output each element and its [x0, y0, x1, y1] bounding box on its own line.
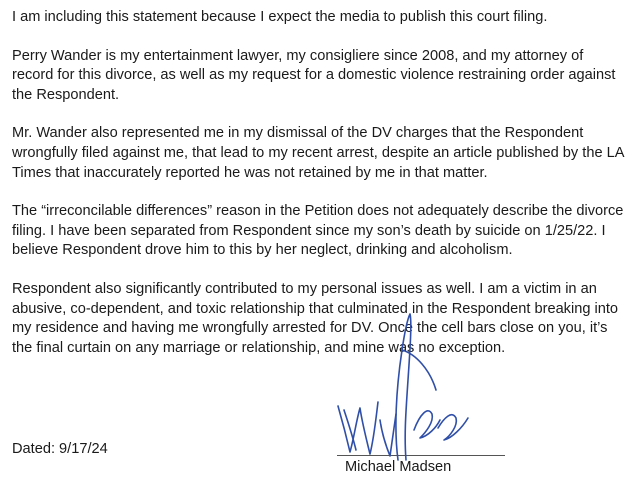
statement-body — [12, 8, 628, 377]
paragraph-lawyer: Perry Wander is my entertainment lawyer, my consigliere since 2008, and my attorney of record for this divorce, as well as my request for a domestic violence restraining order against the Respondent. — [12, 47, 616, 103]
paragraph-relationship: Respondent also significantly contributed to my personal issues as well. I am a victim in an abusive, co-dependent, and toxic relationship that culminated in the Respondent breaking into my residence and having me wrongfully arrested for DV. Once the cell bars close on you, it’s the final curtain on any marriage or relationship, and mine was no exception. — [12, 280, 619, 356]
paragraph-intro: I am including this statement because I expect the media to publish this court filing. — [12, 9, 548, 25]
paragraph-dv-charges: Mr. Wander also represented me in my dismissal of the DV charges that the Respondent wrongfully filed against me, that lead to my recent arrest, despite an article published by the LA Times that inaccurately reported he was not retained by me in that matter. — [12, 125, 624, 181]
paragraph-differences: The “irreconcilable differences” reason in the Petition does not adequately describe the divorce filing. I have been separated from Respondent since my son’s death by suicide on 1/25/22. I believe Respondent drove him to this by her neglect, drinking and alcoholism. — [12, 203, 624, 259]
dated-label: Dated: 9/17/24 — [12, 441, 108, 457]
signatory-name: Michael Madsen — [345, 459, 452, 475]
signature-line — [337, 455, 505, 456]
